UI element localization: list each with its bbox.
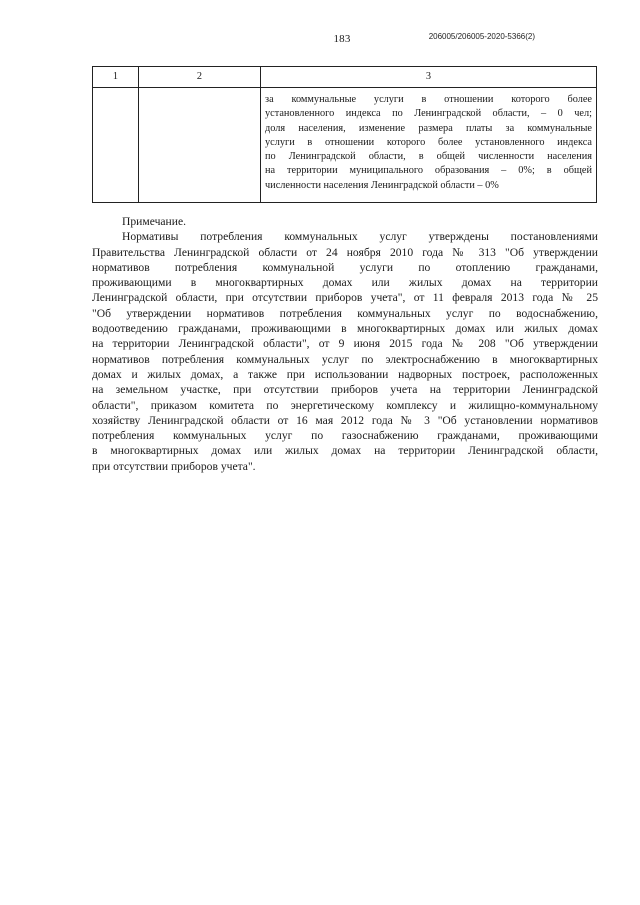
cell-text-line: услуги в отношении которого более установленного индекса xyxy=(265,136,592,148)
note-text-line: нормативов потребления коммунальных услуг по электроснабжению в многоквартирных xyxy=(92,352,598,366)
table-cell-col3 xyxy=(261,88,597,203)
note-text-line: на земельном участке, при отсутствии приборов учета на территории Ленинградской xyxy=(92,383,598,397)
page-number: 183 xyxy=(333,33,351,45)
cell-text-line: за коммунальные услуги в отношении которого более xyxy=(265,94,592,105)
note-text-line: Ленинградской области, при отсутствии приборов учета", от 11 февраля 2013 года № 25 xyxy=(92,291,598,305)
note-text-line: проживающими в многоквартирных домах или жилых домах на территории xyxy=(92,276,598,290)
document-code: 206005/206005-2020-5366(2) xyxy=(428,32,535,41)
column-header-1: 1 xyxy=(93,67,139,88)
cell-text-line: по Ленинградской области, в общей численности населения xyxy=(265,151,592,163)
table-header-row xyxy=(93,67,597,88)
table-cell-col1 xyxy=(93,88,139,203)
note-text-line: в многоквартирных домах или жилых домах на территории Ленинградской области, xyxy=(92,444,598,458)
cell-text-line: доля населения, изменение размера платы за коммунальные xyxy=(265,122,592,134)
note-text-line: нормативов потребления коммунальной услуги по отоплению гражданами, xyxy=(92,260,598,274)
note-text-line: Нормативы потребления коммунальных услуг утверждены постановлениями xyxy=(122,230,598,244)
cell-text-line: численности населения Ленинградской области – 0% xyxy=(265,179,499,191)
column-header-3: 3 xyxy=(261,67,597,88)
note-section xyxy=(92,214,598,474)
note-text-line: на территории Ленинградской области", от 9 июня 2015 года № 208 "Об утверждении xyxy=(92,337,598,351)
note-text-line: хозяйству Ленинградской области от 16 мая 2012 года № 3 "Об установлении нормативов xyxy=(92,413,598,427)
note-text-line: "Об утверждении нормативов потребления коммунальных услуг по водоснабжению, xyxy=(92,306,598,320)
cell-text-line: на территории муниципального образования – 0%; в общей xyxy=(265,165,592,177)
note-text-line: Правительства Ленинградской области от 24 ноября 2010 года № 313 "Об утверждении xyxy=(92,245,598,259)
cell-text-line: установленного индекса по Ленинградской области, – 0 чел; xyxy=(265,108,592,120)
note-text-line: водоотведению гражданами, проживающими в многоквартирных домах или жилых домах xyxy=(92,322,598,336)
note-text-line: при отсутствии приборов учета". xyxy=(92,459,256,473)
column-header-2: 2 xyxy=(139,67,261,88)
note-text-line: области", приказом комитета по энергетическому комплексу и жилищно-коммунальному xyxy=(92,398,598,412)
data-table xyxy=(92,66,597,203)
table-cell-col2 xyxy=(139,88,261,203)
table-row xyxy=(93,88,597,203)
note-text-line: потребления коммунальных услуг по газоснабжению гражданами, проживающими xyxy=(92,429,598,443)
note-text-line: домах и жилых домах, а также при использовании надворных построек, расположенных xyxy=(92,367,598,381)
note-title: Примечание. xyxy=(122,215,186,228)
